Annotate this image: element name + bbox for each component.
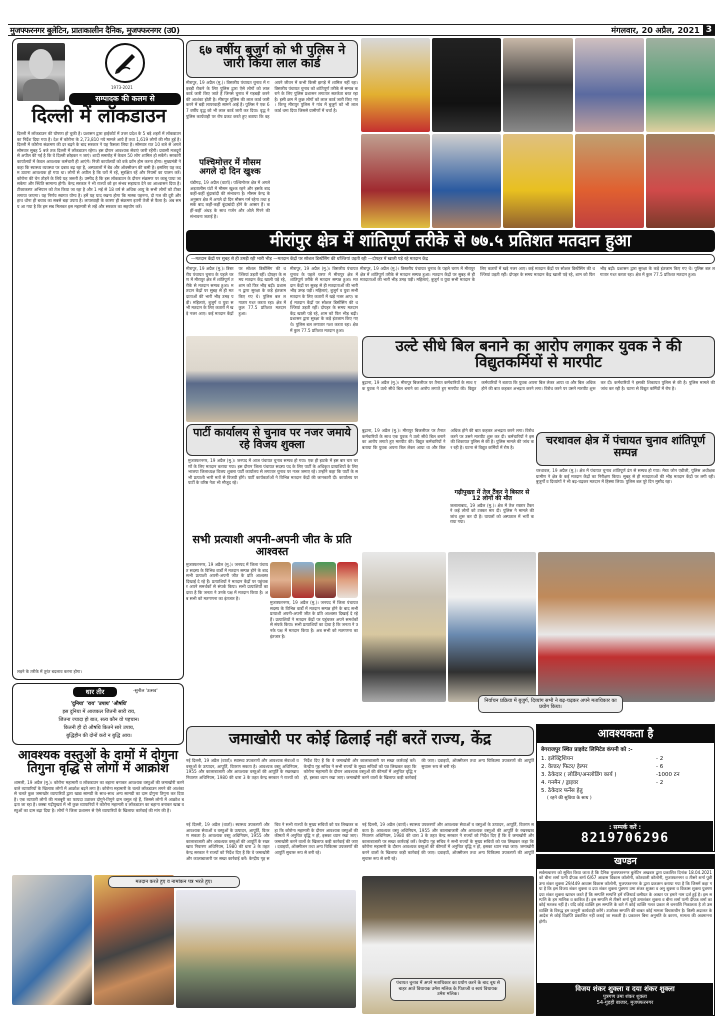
job-contact-label: : सम्पर्क करें : [608, 824, 642, 831]
job-position-count: -1000 टन [656, 772, 680, 778]
poem-label: धार तीर [73, 687, 117, 697]
prices-body: शामली, 19 अप्रैल (मु.)। कोरोना महामारी व लॉकडाउन का बहाना बनाकर आवश्यक वस्तुओं की जमाखोरी करने वाले व्यापारियों के खिलाफ लोगों में आक्रोश बढ़ने लगा है। कोरोना महामारी के चलते लॉकडाउन लगने की आशंका से चलते कुछ जमाखोर व्यापारियों द्वारा खाद्य सामग्री के साथ-साथ अन्य सामग्री का दाम दोगुना तिगुना कर दिया है। एक व्यापारी लोगों की मजबूरी का फायदा उठाकर दोगुने-तिगुने दाम वसूल रहे हैं, जिससे लोगों में आक्रोश बढ़ता जा रहा है। कस्बा गढ़ीपुख्ता में भी कुछ व्यापारियों ने कोरोना महामारी व लॉकडाउन का बहाना बनाकर खाद्य वस्तुओं का दाम बढ़ा दिया है। लोगों ने जिला प्रशासन से ऐसे व्यापारियों के खिलाफ कार्रवाई की मांग की है। [14, 780, 184, 813]
voter-photo [503, 134, 572, 228]
bill-headline-box [362, 336, 715, 378]
editorial-closing: लड़ने के तरीके में तुरंत बदलाव करना होगा। [17, 669, 82, 674]
building-photo [176, 890, 356, 1008]
bill-inset [450, 490, 534, 548]
disclaimer-notice [536, 854, 715, 1016]
candidates-body: मुजफ्फरनगर, 19 अप्रैल (मु.)। जनपद में जिला पंचायत सदस्य के विभिन्न वार्डों में मतदान सम्पन्न होने के बाद सभी प्रत्याशी अपनी-अपनी जीत के प्रति आश्वस्त दिखाई दे रहे हैं। प्रत्याशियों ने मतदान केंद्रों पर पहुंचकर अपने समर्थकों से संपर्क किया। सभी प्रत्याशियों का दावा है कि जनता ने उनके पक्ष में मतदान किया है। अब सभी को मतगणना का इंतजार है। [186, 562, 268, 601]
disclaimer-father: पुत्रगण उमा शंकर शुक्ला [603, 994, 647, 1000]
poem-line: 'दुनिया' 'राय' 'उपाय' 'औषधि' [70, 701, 128, 707]
job-position-label: 4. गनमैन / ड्राइवर [541, 780, 579, 786]
job-position-label: 1. इलेक्ट्रिशियन [541, 756, 574, 762]
police-headline: ६७ वर्षीय बुजुर्ग को भी पुलिस ने जारी किया लाल कार्ड [198, 42, 346, 71]
candidates-headline: सभी प्रत्याशी अपनी-अपनी जीत के प्रति आश्वस्त [192, 533, 352, 558]
job-ad [536, 724, 715, 852]
pen-logo-icon [105, 43, 145, 83]
job-contact-phone[interactable]: 8219706296 [580, 831, 670, 846]
job-position-count: - 2 [656, 756, 664, 762]
logo-years: 1973-2021 [111, 85, 133, 90]
news-photo-group [94, 875, 174, 1005]
weather-body: चंडीगढ़, 19 अप्रैल (वार्ता)। पश्चिमोत्तर क्षेत्र में अगले अड़तालीस घंटों में मौसम खुश्क रहने और इसके बाद कहीं-कहीं बूंदाबांदी की संभावना है। मौसम केन्द्र के अनुसार क्षेत्र में अगले दो दिन मौसम गर्म रहेगा तथा इसके बाद कहीं-कहीं बूंदाबांदी होने के आसार हैं। कहीं-कहीं अंधड़ के साथ गर्जन और ओले गिरने की संभावना जताई है। [190, 180, 270, 228]
job-position-label: 5. ठेकेदार फर्नेस हेतु [541, 788, 583, 794]
prices-headline: आवश्यक वस्तुओं के दामों में दोगुना तिगुना वृद्धि से लोगों में आक्रोश [17, 747, 179, 776]
poem-box [12, 683, 184, 745]
party-headline: पार्टी कार्यालय से चुनाव पर नजर जमाये रहे विजय शुक्ला [193, 426, 351, 451]
voters-photo-collage [361, 38, 715, 228]
charthawal-body: चरथावल, 19 अप्रैल (मु.)। क्षेत्र में पंचायत चुनाव शांतिपूर्ण ढंग से सम्पन्न हो गया। मेरठ जोन एडीजी, पुलिस अधीक्षक ग्रामीण ने क्षेत्र के कई मतदान केंद्रों का निरीक्षण किया। सुबह से ही मतदाताओं की भीड़ मतदान केंद्रों पर लगी रही। बुजुर्गों व दिव्यांगों ने भी बढ़-चढ़कर मतदान में हिस्सा लिया। पुलिस बल पूरे दिन मुस्तैद रहा। [536, 468, 715, 485]
voting-body-2: मीरापुर, 19 अप्रैल (मु.)। त्रिस्तरीय पंचायत चुनाव के पहले चरण में मीरापुर क्षेत्र में शांतिपूर्ण तरीके से मतदान सम्पन्न हुआ। मतदान केंद्रों पर सुबह से ही मतदाताओं की भारी भीड़ उमड़ पड़ी। महिलाएं, बुजुर्ग व युवा सभी मतदान के लिए कतारों में खड़े नजर आए। कई मतदान केंद्रों पर सोशल डिस्टेंसिंग की धज्जियां उड़ती रहीं। दोपहर के समय मतदान केंद्र खाली पड़े रहे, शाम को फिर भीड़ बढ़ी। प्रशासन द्वारा सुरक्षा के कड़े इंतजाम किए गए थे। पुलिस बल लगातार गश्त करता रहा। क्षेत्र में कुल 77.5 प्रतिशत मतदान हुआ। [360, 266, 715, 283]
poem-line: कितनी ही दो औषधि कितने सारे उपाय, [63, 725, 135, 731]
editor-photo [17, 43, 65, 101]
editorial-body: दिल्ली में लॉकडाउन की घोषणा हो चुकी है। प्रशासन द्वारा हाईकोर्ट में उत्तर प्रदेश के 5 बड़े शहरों में लॉकडाउन का निर्देश दिया गया है। देश में कोरोना के 2,73,810 नये मामले आये हैं तथा 1,619 लोगों की मौत हुई है। दिल्ली में कोरोना संक्रमण की दर बढ़ने के बाद सरकार ने यह फैसला लिया है। सोमवार रात 10 बजे से अगले सोमवार सुबह 5 बजे तक दिल्ली में लॉकडाउन रहेगा। इस दौरान आवश्यक सेवाएं जारी रहेंगी। प्रवासी मजदूरों से अपील की गई है कि वे दिल्ली छोड़कर न जाएं। शादी समारोह में केवल 50 लोग शामिल हो सकेंगे। सरकारी कार्यालयों में केवल आवश्यक कर्मचारी ही आएंगे। निजी कार्यालयों को वर्क फ्रॉम होम करना होगा। मुख्यमंत्री ने कहा कि स्वास्थ्य व्यवस्था पर दबाव बढ़ रहा है, अस्पतालों में बेड और ऑक्सीजन की कमी है। इसलिए यह कदम उठाना आवश्यक हो गया था। लोगों से अपील है कि घरों में रहें, सुरक्षित रहें और नियमों का पालन करें। कोरोना की चेन तोड़ने के लिये यह जरूरी है। उम्मीद है कि इस लॉकडाउन के दौरान संक्रमण पर काबू पाया जा सकेगा और स्थिति सामान्य होगी। केन्द्र सरकार ने भी राज्यों को हर संभव सहायता देने का आश्वासन दिया है। टीकाकरण अभियान को तेज किया जा रहा है और 1 मई से 18 वर्ष से अधिक आयु के सभी लोगों को टीका लगाया जाएगा। यह निर्णय स्वागत योग्य है। हमें यह याद रखना होगा कि मास्क पहनना, दो गज की दूरी और हाथ धोना ही बचाव का सबसे बड़ा उपाय है। लापरवाही के कारण ही संक्रमण इतनी तेजी से फैला है। अब समय आ गया है कि हम सब मिलकर इस महामारी से लड़ें और सरकार का सहयोग करें। [17, 131, 181, 209]
job-position [541, 779, 710, 787]
page-number: 3 [703, 25, 715, 35]
paper-name: मुजफ्फरनगर बुलेटिन, प्रातःकालीन दैनिक, मुजफ्फरनगर (उ0) [10, 25, 180, 35]
charthawal-headline: चरथावल क्षेत्र में पंचायत चुनाव शांतिपूर्ण सम्पन्न [545, 434, 706, 459]
voter-photo [361, 38, 430, 132]
weather-headline: पश्चिमोत्तर में मौसम अगले दो दिन खुश्क [190, 158, 270, 178]
disclaimer-address: 54-गुड़ही बाजार, मुजफ्फरनगर [596, 1000, 654, 1006]
candidate-photo [315, 562, 336, 598]
candidates-body-2: मुजफ्फरनगर, 19 अप्रैल (मु.)। जनपद में जिला पंचायत सदस्य के विभिन्न वार्डों में मतदान सम्पन्न होने के बाद सभी प्रत्याशी अपनी-अपनी जीत के प्रति आश्वस्त दिखाई दे रहे हैं। प्रत्याशियों ने मतदान केंद्रों पर पहुंचकर अपने समर्थकों से संपर्क किया। सभी प्रत्याशियों का दावा है कि जनता ने उनके पक्ष में मतदान किया है। अब सभी को मतगणना का इंतजार है। [270, 600, 358, 639]
hoarding-body: नई दिल्ली, 19 अप्रैल (वार्ता)। स्वास्थ्य उपकरणों और आवश्यक सेवाओं व वस्तुओं के उत्पादन, आपूर्ति, वितरण सकता है। आवश्यक वस्तु अधिनियम, 1955 और कालाबाजारी और आवश्यक वस्तुओं की आपूर्ति के रखरखाव निवारण अधिनियम, 1980 की धारा 3 के तहत केन्द्र सरकार ने राज्यों को निर्देश दिए हैं कि वे जमाखोरी और कालाबाजारी पर सख्त कार्रवाई करें। केन्द्रीय गृह सचिव ने सभी राज्यों के मुख्य सचिवों को पत्र लिखकर कहा कि कोरोना महामारी के दौरान आवश्यक वस्तुओं की कीमतों में अनुचित वृद्धि न हो, इसका ध्यान रखा जाए। जमाखोरी करने वालों के खिलाफ कड़ी कार्रवाई की जाए। दवाइयों, ऑक्सीजन तथा अन्य चिकित्सा उपकरणों की आपूर्ति सुचारू रूप से बनी रहे। [186, 758, 534, 780]
election-photo-police [362, 552, 446, 702]
voter-photo [646, 38, 715, 132]
voting-headline-band [186, 230, 715, 252]
poem-line: बुद्धिहीन की दोनों करो न बुद्धि आय। [66, 733, 132, 739]
charthawal-headline-box [536, 432, 715, 466]
news-photo-masks [12, 875, 92, 1005]
candidate-photo [292, 562, 313, 598]
bill-headline: उल्टे सीधे बिल बनाने का आरोप लगाकर युवक ने की विद्युतकर्मियों से मारपीट [395, 337, 682, 371]
voter-photo [646, 134, 715, 228]
voter-photo [575, 134, 644, 228]
job-position [541, 763, 710, 771]
candidate-photo [270, 562, 291, 598]
hoarding-body-3: नई दिल्ली, 19 अप्रैल (वार्ता)। स्वास्थ्य उपकरणों और आवश्यक सेवाओं व वस्तुओं के उत्पादन, आपूर्ति, वितरण सकता है। आवश्यक वस्तु अधिनियम, 1955 और कालाबाजारी और आवश्यक वस्तुओं की आपूर्ति के रखरखाव निवारण अधिनियम, 1980 की धारा 3 के तहत केन्द्र सरकार ने राज्यों को निर्देश दिए हैं कि वे जमाखोरी और कालाबाजारी पर सख्त कार्रवाई करें। केन्द्रीय गृह सचिव ने सभी राज्यों के मुख्य सचिवों को पत्र लिखकर कहा कि कोरोना महामारी के दौरान आवश्यक वस्तुओं की कीमतों में अनुचित वृद्धि न हो, इसका ध्यान रखा जाए। जमाखोरी करने वालों के खिलाफ कड़ी कार्रवाई की जाए। दवाइयों, ऑक्सीजन तथा अन्य चिकित्सा उपकरणों की आपूर्ति सुचारू रूप से बनी रहे। [362, 822, 534, 861]
disclaimer-signatories: विजय शंकर शुक्ला व दया शंकर शुक्ला [575, 985, 675, 993]
police-headline-box [186, 40, 358, 78]
bill-body: बुढ़ाना, 19 अप्रैल (मु.)। मीरापुर बिजलीघर पर तैनात कर्मचारियों के साथ एक युवक ने उल्टे सीधे बिल बनाने का आरोप लगाते हुए मारपीट की। विद्युत कर्मचारियों ने बताया कि युवक अपना बिल लेकर आया था और बिल अधिक होने की बात कहकर अभद्रता करने लगा। विरोध करने पर उसने मारपीट शुरू कर दी। कर्मचारियों ने इसकी शिकायत पुलिस से की है। पुलिस मामले की जांच कर रही है। घटना से विद्युत कर्मियों में रोष है। [362, 380, 715, 391]
job-position [541, 771, 710, 779]
hoarding-headline: जमाखोरी पर कोई ढिलाई नहीं बरतें राज्य, केंद्र [228, 730, 492, 748]
voter-photo [575, 38, 644, 132]
job-position-count: - 2 [656, 780, 664, 786]
poem-line: इस दुनिया में आजकल जितनी सारी राय, [62, 709, 136, 715]
candidate-photos [270, 562, 358, 598]
job-position [541, 755, 710, 763]
bill-inset-body: जलालाबाद, 19 अप्रैल (मु.)। क्षेत्र में तेज रफ्तार टैंकर ने कई लोगों को टक्कर मार दी। पुलिस ने मामले की जांच शुरू कर दी है। घायलों को अस्पताल में भर्ती कराया गया। [450, 502, 534, 525]
voting-headline: मीरांपुर क्षेत्र में शांतिपूर्ण तरीके से ७७.५ प्रतिशत मतदान हुआ [269, 231, 632, 251]
editorial-box [12, 38, 184, 680]
job-contact [537, 821, 713, 851]
poem-line: जितना ज्यादा हो बात, सत्य कौन वो पहचान। [58, 717, 140, 723]
job-ad-company: बेगराजपुर स्थित प्राइवेट लिमिटेड कंपनी को :- [541, 747, 633, 753]
candidate-photo [337, 562, 358, 598]
police-body: मीरापुर, 19 अप्रैल (मु.)। त्रिस्तरीय पंचायत चुनाव में गड़बड़ी रोकने के लिए पुलिस द्वारा ऐसे लोगों को लाल कार्ड जारी किए जाते हैं जिनसे चुनाव में गड़बड़ी करने की आशंका होती है। मीरापुर पुलिस की लाल कार्ड जारी करने में बड़ी लापरवाही सामने आई है। पुलिस ने एक 67 वर्षीय वृद्ध को भी लाल कार्ड जारी कर दिया। वृद्ध ने पुलिस कार्यवाही पर रोष प्रकट करते हुए बताया कि वह अपने जीवन में कभी किसी झगड़े में शामिल नहीं रहा। त्रिस्तरीय पंचायत चुनाव को शांतिपूर्ण तरीके से सम्पन्न कराने के लिए पुलिस प्रशासन लगातार सतर्कता बरत रहा है। इसी क्रम में कुछ लोगों को लाल कार्ड जारी किए गए। किन्तु मीरापुर पुलिस ने गांव में बुजुर्ग को भी लाल कार्ड थमा दिया जिससे ग्रामीणों में चर्चा है। [186, 80, 358, 119]
disclaimer-signature [537, 983, 713, 1015]
party-office-photo [186, 336, 358, 422]
voter-photo [503, 38, 572, 132]
issue-date: मंगलवार, 20 अप्रैल, 2021 [611, 25, 700, 35]
job-position-label: 3. ठेकेदार ( लोडिंग/अनलोडिंग कार्य ) [541, 772, 617, 778]
voter-photo [432, 134, 501, 228]
photo-caption-mla: पंचायत चुनाव में अपने मताधिकार का प्रयोग करने के बाद बूथ से बाहर आते विधायक उमेश मलिक के पिताजी व स्वयं विधायक उमेश मलिक। [390, 978, 506, 1001]
photo-caption-nomination: मतदान करते हुए व नामांकन पत्र भरते हुए। [108, 876, 240, 888]
masthead [8, 24, 715, 36]
editorial-headline: दिल्ली में लॉकडाउन [31, 105, 167, 127]
hoarding-body-2: नई दिल्ली, 19 अप्रैल (वार्ता)। स्वास्थ्य उपकरणों और आवश्यक सेवाओं व वस्तुओं के उत्पादन, आपूर्ति, वितरण सकता है। आवश्यक वस्तु अधिनियम, 1955 और कालाबाजारी और आवश्यक वस्तुओं की आपूर्ति के रखरखाव निवारण अधिनियम, 1980 की धारा 3 के तहत केन्द्र सरकार ने राज्यों को निर्देश दिए हैं कि वे जमाखोरी और कालाबाजारी पर सख्त कार्रवाई करें। केन्द्रीय गृह सचिव ने सभी राज्यों के मुख्य सचिवों को पत्र लिखकर कहा कि कोरोना महामारी के दौरान आवश्यक वस्तुओं की कीमतों में अनुचित वृद्धि न हो, इसका ध्यान रखा जाए। जमाखोरी करने वालों के खिलाफ कड़ी कार्रवाई की जाए। दवाइयों, ऑक्सीजन तथा अन्य चिकित्सा उपकरणों की आपूर्ति सुचारू रूप से बनी रहे। [186, 822, 358, 861]
bill-inset-headline: गढ़ीपुख्ता में तेज टैंकर ने बिस्तर से 12 लोगों की मौत [454, 489, 530, 503]
voting-body-1: मीरापुर, 19 अप्रैल (मु.)। त्रिस्तरीय पंचायत चुनाव के पहले चरण में मीरापुर क्षेत्र में शांतिपूर्ण तरीके से मतदान सम्पन्न हुआ। मतदान केंद्रों पर सुबह से ही मतदाताओं की भारी भीड़ उमड़ पड़ी। महिलाएं, बुजुर्ग व युवा सभी मतदान के लिए कतारों में खड़े नजर आए। कई मतदान केंद्रों पर सोशल डिस्टेंसिंग की धज्जियां उड़ती रहीं। दोपहर के समय मतदान केंद्र खाली पड़े रहे, शाम को फिर भीड़ बढ़ी। प्रशासन द्वारा सुरक्षा के कड़े इंतजाम किए गए थे। पुलिस बल लगातार गश्त करता रहा। क्षेत्र में कुल 77.5 प्रतिशत मतदान हुआ। [186, 266, 286, 316]
disclaimer-title: खण्डन [537, 855, 714, 869]
election-photo-walker [448, 552, 536, 702]
job-position [541, 787, 710, 795]
job-positions [537, 755, 714, 803]
voting-subheadline: —मतदान केंद्रों पर सुबह से ही उमड़ी रही भारी भीड़ —मतदान केंद्रों पर सोशल डिस्टेंसिंग की धज्जियां उड़ती रही —दोपहर में खाली पड़े रहे मतदान केंद्र [186, 254, 715, 264]
job-ad-title: आवश्यकता है [537, 725, 714, 743]
photo-caption-elderly-voters: निर्वाचन प्रक्रिया में बुजुर्ग, दिव्यांग सभी ने बढ़-चढ़कर अपने मताधिकार का प्रयोग किया। [478, 695, 623, 713]
job-ad-note: ( रहने की सुविधा के साथ ) [547, 796, 592, 801]
poem-author: -सुनील 'उत्सव' [133, 689, 158, 694]
job-position-count: - 6 [656, 764, 664, 770]
election-photo-elderly [538, 552, 715, 702]
job-position-label: 2. वेल्डर/ फिटर/ हेल्पर [541, 764, 588, 770]
bill-body-2: बुढ़ाना, 19 अप्रैल (मु.)। मीरापुर बिजलीघर पर तैनात कर्मचारियों के साथ एक युवक ने उल्टे सीधे बिल बनाने का आरोप लगाते हुए मारपीट की। विद्युत कर्मचारियों ने बताया कि युवक अपना बिल लेकर आया था और बिल अधिक होने की बात कहकर अभद्रता करने लगा। विरोध करने पर उसने मारपीट शुरू कर दी। कर्मचारियों ने इसकी शिकायत पुलिस से की है। पुलिस मामले की जांच कर रही है। घटना से विद्युत कर्मियों में रोष है। [362, 428, 534, 450]
voting-body-3: मीरापुर, 19 अप्रैल (मु.)। त्रिस्तरीय पंचायत चुनाव के पहले चरण में मीरापुर क्षेत्र में शांतिपूर्ण तरीके से मतदान सम्पन्न हुआ। मतदान केंद्रों पर सुबह से ही मतदाताओं की भारी भीड़ उमड़ पड़ी। महिलाएं, बुजुर्ग व युवा सभी मतदान के लिए कतारों में खड़े नजर आए। कई मतदान केंद्रों पर सोशल डिस्टेंसिंग की धज्जियां उड़ती रहीं। दोपहर के समय मतदान केंद्र खाली पड़े रहे, शाम को फिर भीड़ बढ़ी। प्रशासन द्वारा सुरक्षा के कड़े इंतजाम किए गए थे। पुलिस बल लगातार गश्त करता रहा। क्षेत्र में कुल 77.5 प्रतिशत मतदान हुआ। [290, 266, 358, 333]
party-headline-box [186, 424, 358, 456]
disclaimer-body: सर्वसाधारण को सूचित किया जाता है कि दैनिक मुजफ्फरनगर बुलेटिन अखबार द्वारा प्रकाशित दिनांक 18.04.2021 को बीना शर्मा पत्नी दीपक शर्मा 6/67 आवास विकास कॉलोनी, कोतवाली कॉलोनी, मुजफ्फरनगर व तीसरे शर्मा पुत्री उमा शंकर शुक्ला 29/449 आवास विकास कॉलोनी, मुजफ्फरनगर के द्वारा प्रकाशन कराया गया है कि जिसमें कहा गया है कि इस विजय शंकर शुक्ला व दया शंकर शुक्ला पुत्रगण उमा शंकर शुक्ला व अनु शुक्ला व विकास शुक्ला पुत्रगण दया शंकर शुक्ला खण्डन करते हैं कि सम्पत्ति सम्पत्ति हमें रजिस्टर्ड वसीयत के आधार पर हमारे नाम दर्ज हुई है। इस सम्पत्ति के हम मालिक व काबिज हैं। इस सम्पत्ति से तीसरे शर्मा पुत्री उमाशंकर शुक्ला व बीना शर्मा पत्नी दीपक शर्मा का कोई मतलब नहीं है। यदि कोई व्यक्ति इस सम्पत्ति के बारे में कोई व्यक्ति गलत प्रकार से धनराशि निकालता है तो उस व्यक्ति के विरुद्ध हम कानूनी कार्यवाही करेंगे। उपरोक्त सम्पत्ति की बाबत कोई मामला विचाराधीन है। किसी अदालत के आदेश से कोई विज्ञप्ति प्रकाशित नहीं कराई जा सकती है। प्रकाशन बिना अनुमति के कारण, मामला की अवमानना होगी। [539, 870, 712, 924]
poem-lines [17, 700, 181, 740]
editor-column-label: सम्पादक की कलम से [69, 93, 181, 105]
voter-photo [361, 134, 430, 228]
hoarding-headline-box [186, 726, 534, 756]
voter-photo [432, 38, 501, 132]
party-body: मुजफ्फरनगर, 19 अप्रैल (मु.)। जनपद में आज पंचायत चुनाव सम्पन्न हो गया। एक ही झटके में इस बार चार चरणों के लिए मतदान कराया गया। इस दौरान जिला पंचायत सदस्य पद के लिए पार्टी के अधिकृत प्रत्याशियों के लिए भाजपा जिलाध्यक्ष विजय शुक्ला पार्टी कार्यालय से लगातार चुनाव पर नजर जमाए रहे। उन्होंने कहा कि पार्टी के सभी प्रत्याशी भारी मतों से विजयी होंगे। पार्टी कार्यकर्ताओं ने विभिन्न मतदान केंद्रों की जानकारी दी। कार्यालय पर पार्टी के वरिष्ठ नेता भी मौजूद रहे। [188, 458, 358, 486]
